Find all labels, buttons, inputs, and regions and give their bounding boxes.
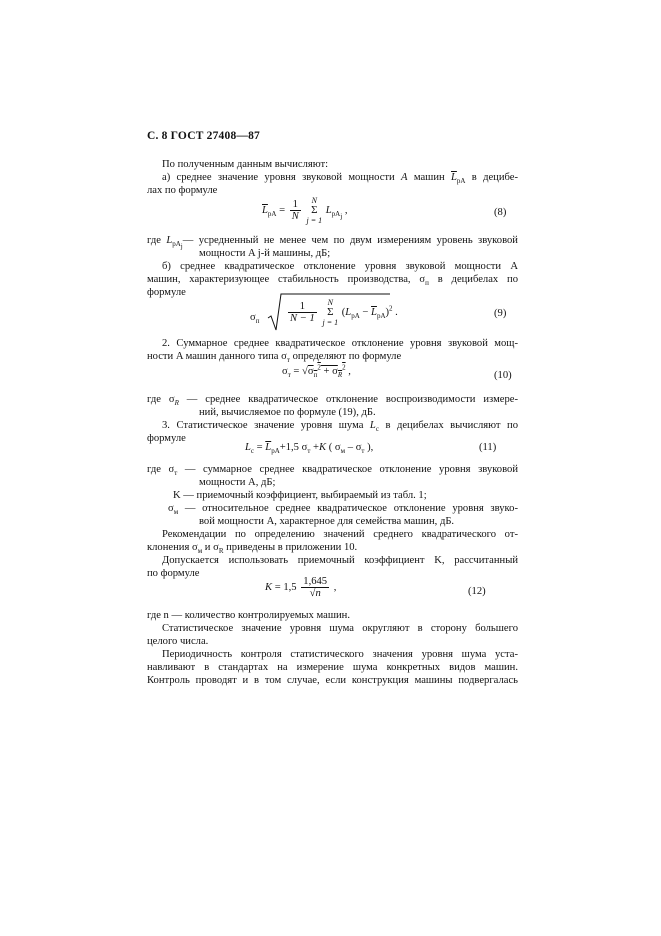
text-line: где n — количество контролируемых машин.: [147, 610, 350, 621]
text-line: целого числа.: [147, 636, 209, 647]
formula-12: K = 1,5 $\frac{1,645}{√n}$ ,: [265, 576, 337, 599]
document-page: С. 8 ГОСТ 27408—87 По полученным данным вычисляют: а) среднее значение уровня звуковой мощности A машин $\overline{L}_{pA}$ в децибе- лах по формуле $\overline{L}_{pA}$ = $\frac{1}{N}$ N Σ j = 1 $L_{pA_j}$ , (8) где $L_{pA_j}—$ усредненный не менее чем по двум измерениям уровень звуковой мощности A j-й машины, дБ; б) среднее квадратическое отклонение уровня звуковой мощности A машин, характеризующее стабильность производства, $\sigma_п$ в децибелах по формуле $\sigma_п$ $\frac{1}{N - 1}$ N Σ j = 1 $(L_{pA} - \overline{L}_{pA})^2$ . (9) 2. Суммарное среднее квадратическое отклонение уровня звуковой мощ- ности A машин данного типа $\sigma_т$ определяют по формуле $\sigma_т = √\sigma_п^2 + \sigma_R^2$ , (10) где $\sigma_R$ — среднее квадратическое отклонение воспроизводимости измере- ний, вычисляемое по формуле (19), дБ. 3. Статистическое значение уровня шума $L_с$ в децибелах вычисляют по формуле $L_с = \overline{L}_{pA}+1,5$ $\sigma_т +K$ ( $\sigma_м - \sigma_т$ ), (11) где $\sigma_т$ — суммарное среднее квадратическое отклонение уровня звуковой мощности A, дБ; K — приемочный коэффициент, выбираемый из табл. 1; $\sigma_м$ — относительное среднее квадратическое отклонение уровня звуко- вой мощности A, характерное для семейства машин, дБ. Рекомендации по определению значений среднего квадратического от- клонения $\sigma_м$ и $\sigma_R$ приведены в приложении 10. Допускается использовать приемочный коэффициент K, рассчитанный по формуле K = 1,5 $\frac{1,645}{√n}$ , (12) где n — количество контролируемых машин. Статистическое значение уровня шума округляют в сторону большего целого числа. Периодичность контроля статистического значения уровня шума уста- навливают в стандартах на измерение шума конкретных видов машин. Контроль проводят и в том случае, если конструкция машины подвергалась: [0, 0, 661, 936]
formula-10: $\sigma_т = √\sigma_п^2 + \sigma_R^2$ ,: [282, 363, 351, 380]
text-line: а) среднее значение уровня звуковой мощности A машин $\overline{L}_{pA}$ в децибе-: [162, 172, 518, 186]
text-line: машин, характеризующее стабильность производства, $\sigma_п$ в децибелах по: [147, 274, 519, 288]
text-line: мощности A j-й машины, дБ;: [199, 248, 331, 259]
page-header: С. 8 ГОСТ 27408—87: [147, 130, 260, 142]
text-line: Допускается использовать приемочный коэффициент K, рассчитанный: [162, 555, 518, 566]
equation-number: (8): [494, 207, 507, 218]
text-line: клонения $\sigma_м$ и $\sigma_R$ приведены в приложении 10.: [147, 542, 358, 556]
text-line: лах по формуле: [147, 185, 218, 196]
text-line: K — приемочный коэффициент, выбираемый из табл. 1;: [173, 490, 427, 501]
text-line: формуле: [147, 433, 186, 444]
text-line: ности A машин данного типа $\sigma_т$ определяют по формуле: [147, 351, 402, 365]
text-line: Рекомендации по определению значений среднего квадратического от-: [162, 529, 518, 540]
text-line: ний, вычисляемое по формуле (19), дБ.: [199, 407, 376, 418]
text-line: где $\sigma_т$ — суммарное среднее квадратическое отклонение уровня звуковой: [147, 464, 518, 478]
text-line: вой мощности A, характерное для семейства машин, дБ.: [199, 516, 455, 527]
text-line: $\sigma_м$ — относительное среднее квадратическое отклонение уровня звуко-: [168, 503, 518, 517]
text-line: формуле: [147, 287, 186, 298]
formula-8: $\overline{L}_{pA}$ = $\frac{1}{N}$ N Σ j = 1 $L_{pA_j}$ ,: [262, 196, 348, 225]
text-line: По полученным данным вычисляют:: [162, 159, 329, 170]
text-line: навливают в стандартах на измерение шума конкретных видов машин.: [147, 662, 518, 673]
text-line: мощности A, дБ;: [199, 477, 276, 488]
text-line: 3. Статистическое значение уровня шума $L_с$ в децибелах вычисляют по: [162, 420, 518, 434]
text-line: б) среднее квадратическое отклонение уровня звуковой мощности A: [162, 261, 518, 272]
text-line: по формуле: [147, 568, 200, 579]
text-line: где $\sigma_R$ — среднее квадратическое отклонение воспроизводимости измере-: [147, 394, 519, 408]
equation-number: (11): [479, 442, 497, 453]
text-line: где $L_{pA_j}—$ усредненный не менее чем по двум измерениям уровень звуковой: [147, 235, 518, 251]
equation-number: (12): [468, 586, 486, 597]
text-line: 2. Суммарное среднее квадратическое отклонение уровня звуковой мощ-: [162, 338, 518, 349]
formula-11: $L_с = \overline{L}_{pA}+1,5$ $\sigma_т +K$ ( $\sigma_м - \sigma_т$ ),: [245, 442, 374, 456]
equation-number: (10): [494, 370, 512, 381]
text-line: Периодичность контроля статистического значения уровня шума уста-: [162, 649, 518, 660]
text-line: Контроль проводят и в том случае, если конструкция машины подвергалась: [147, 675, 518, 686]
text-line: Статистическое значение уровня шума округляют в сторону большего: [162, 623, 518, 634]
equation-number: (9): [494, 308, 507, 319]
